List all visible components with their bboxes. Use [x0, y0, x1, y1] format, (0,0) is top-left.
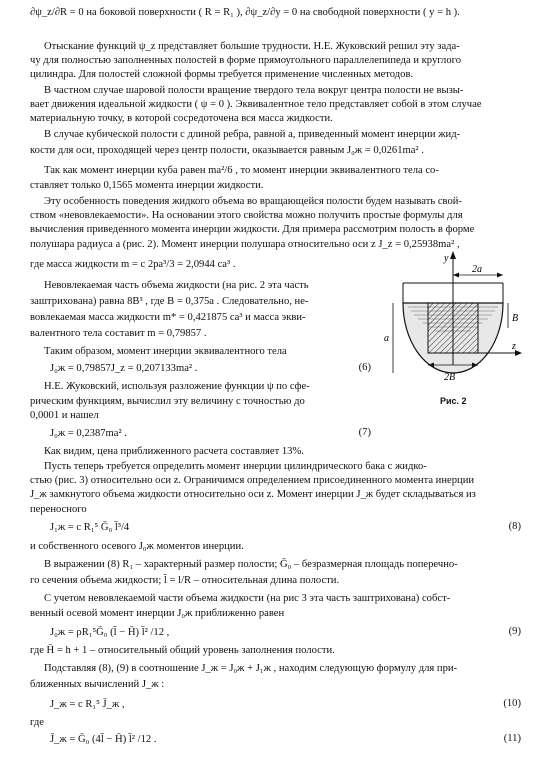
boundary-conditions-line: ∂ψ_z/∂R = 0 на боковой поверхности ( R = R₁ ), ∂ψ_z/∂y = 0 на свободной поверхности ( y = h ).	[30, 7, 460, 18]
paragraph-line: переносного	[30, 504, 87, 515]
figure-caption: Рис. 2	[440, 396, 467, 406]
paragraph-line: 0,0001 и нашел	[30, 410, 99, 421]
equation-number: (10)	[503, 698, 521, 709]
paragraph-line: валентного тела составит m = 0,79857 .	[30, 328, 207, 339]
paragraph-line: где H̄ = h + 1 – относительный общий уровень заполнения полости.	[30, 645, 335, 656]
equation-number: (9)	[508, 626, 521, 637]
equation-11: J̄_ж = Ḡ₀ (4l̄ − H̄) l̄² /12 .	[50, 734, 157, 745]
paragraph-line: материальную точку, в которой сосредоточена вся масса жидкости.	[30, 113, 333, 124]
paragraph-line: чу для полностью заполненных полостей в форме прямоугольного параллелепипеда и круглого	[30, 55, 462, 66]
paragraph-line: ством «невовлекаемости». На основании этого свойства можно получить простые формулы для	[30, 210, 463, 221]
paragraph-line: J_ж замкнутого объема жидкости относительно оси z. Момент инерции J_ж будет складываться из	[30, 489, 476, 500]
paragraph-line: вычисления приведенного момента инерции жидкости. Для примера рассмотрим полость в форме	[30, 224, 475, 235]
paragraph-line: кости для оси, проходящей через центр полости, оказывается равным J₀ж = 0,0261ma² .	[30, 145, 424, 156]
equation-8: J₁ж = c R₁⁵ Ḡ₀ l̄³/4	[50, 522, 130, 533]
paragraph-line: го сечения объема жидкости; l̄ = l/R – относительная длина полости.	[30, 575, 340, 586]
paragraph-line: вает движения идеальной жидкости ( ψ = 0 ). Эквивалентное тело представляет собой в этом случае	[30, 99, 482, 110]
label-a: a	[384, 333, 389, 344]
paragraph-line: стью (рис. 3) относительно оси z. Ограничимся определением присоединенного момента инерции	[30, 475, 475, 486]
equation-number: (7)	[358, 427, 371, 438]
label-2B: 2B	[444, 372, 456, 383]
paragraph-line: Отыскание функций ψ_z представляет большие трудности. Н.Е. Жуковский решил эту зада-	[44, 41, 460, 52]
label-y: y	[444, 253, 449, 264]
paragraph-line: Пусть теперь требуется определить момент инерции цилиндрического бака с жидко-	[44, 461, 427, 472]
paragraph-line: где масса жидкости m = c 2pa³/3 = 2,0944 ca³ .	[30, 259, 236, 270]
equation-6: J₀ж = 0,79857J_z = 0,207133ma² .	[50, 363, 198, 374]
paragraph-line: Так как момент инерции куба равен ma²/6 , то момент инерции эквивалентного тела со-	[44, 165, 439, 176]
paragraph-line: Невовлекаемая часть объема жидкости (на рис. 2 эта часть	[44, 280, 309, 291]
paragraph-line: вовлекаемая масса жидкости m* = 0,421875 ca³ и масса экви-	[30, 312, 306, 323]
paragraph-line: Подставляя (8), (9) в соотношение J_ж = J₀ж + J₁ж , находим следующую формулу для при-	[44, 663, 458, 674]
paragraph-line: Таким образом, момент инерции эквивалентного тела	[44, 346, 287, 357]
equation-10: J_ж = c R₁⁵ J̄_ж ,	[50, 699, 125, 710]
paragraph-line: С учетом невовлекаемой части объема жидкости (на рис 3 эта часть заштрихована) собст-	[44, 593, 451, 604]
equation-9: J₀ж = ρR₁⁵Ḡ₀ (l̄ − H̄) l̄² /12 ,	[50, 627, 170, 638]
equation-7: J₀ж = 0,2387ma² .	[50, 428, 127, 439]
paragraph-line: В частном случае шаровой полости вращение твердого тела вокруг центра полости не вызы-	[44, 85, 464, 96]
label-B: B	[512, 313, 519, 324]
paragraph-line: Как видим, цена приближенного расчета составляет 13%.	[44, 446, 304, 457]
equation-number: (6)	[358, 362, 371, 373]
paragraph-line: ближенных вычислений J_ж :	[30, 679, 165, 690]
label-z: z	[512, 341, 516, 352]
label-2a: 2a	[472, 264, 482, 275]
equation-number: (8)	[508, 521, 521, 532]
paragraph-line: ставляет только 0,1565 момента инерции жидкости.	[30, 180, 264, 191]
paragraph-line: рическим функциям, вычислил эту величину с точностью до	[30, 396, 305, 407]
equation-number: (11)	[503, 733, 521, 744]
paragraph-line: полушара радиуса a (рис. 2). Момент инерции полушара относительно оси z J_z = 0,25938ma² ,	[30, 239, 460, 250]
paragraph-line: венный осевой момент инерции J₀ж приближенно равен	[30, 608, 285, 619]
paragraph-line: Н.Е. Жуковский, используя разложение функции ψ по сфе-	[44, 381, 310, 392]
paragraph-line: где	[30, 717, 44, 728]
paragraph-line: В выражении (8) R₁ – характерный размер полости; Ḡ₀ – безразмерная площадь поперечно-	[44, 559, 458, 570]
paragraph-line: и собственного осевого J₀ж моментов инерции.	[30, 541, 244, 552]
paragraph-line: цилиндра. Для полостей сложной формы требуется применение численных методов.	[30, 69, 414, 80]
paragraph-line: В случае кубической полости с длиной ребра, равной a, приведенный момент инерции жид-	[44, 129, 461, 140]
paragraph-line: Эту особенность поведения жидкого объема во вращающейся полости будем называть свой-	[44, 196, 462, 207]
hemisphere-figure	[378, 245, 528, 395]
paragraph-line: заштрихована) равна 8B³ , где B = 0,375a . Следовательно, не-	[30, 296, 309, 307]
